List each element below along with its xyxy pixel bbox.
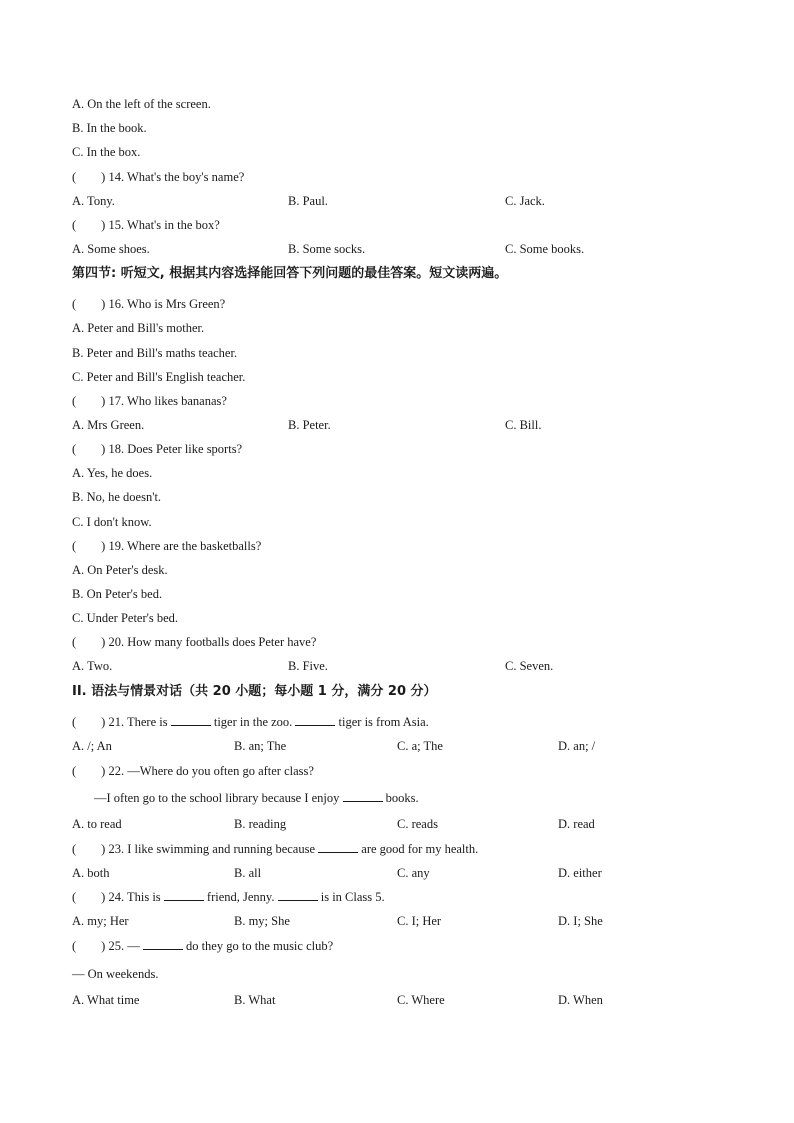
q23-stem bbox=[72, 841, 478, 857]
q24-stem-pre: ( ) 24. This is bbox=[72, 890, 161, 904]
q16-option-c: C. Peter and Bill's English teacher. bbox=[72, 370, 246, 384]
q14-stem: ( ) 14. What's the boy's name? bbox=[72, 170, 245, 184]
q24-option-c: C. I; Her bbox=[397, 914, 442, 928]
q20-option-b: B. Five. bbox=[288, 659, 328, 673]
q21-stem bbox=[72, 714, 429, 730]
q16-option-a: A. Peter and Bill's mother. bbox=[72, 321, 205, 335]
q15-option-a: A. Some shoes. bbox=[72, 242, 150, 256]
q24-blank-2 bbox=[278, 889, 318, 901]
q25-option-a: A. What time bbox=[72, 993, 140, 1007]
q16-option-b: B. Peter and Bill's maths teacher. bbox=[72, 346, 238, 360]
q22-response-post: books. bbox=[385, 791, 419, 805]
q24-stem-post: is in Class 5. bbox=[320, 890, 385, 904]
q21-stem-mid: tiger in the zoo. bbox=[213, 715, 293, 729]
q22-option-d: D. read bbox=[558, 817, 595, 831]
q24-stem-mid: friend, Jenny. bbox=[206, 890, 275, 904]
q22-response-pre: —I often go to the school library because I enjoy bbox=[94, 791, 340, 805]
q24-stem bbox=[72, 889, 385, 905]
q22-option-c: C. reads bbox=[397, 817, 438, 831]
q25-response: — On weekends. bbox=[72, 967, 159, 981]
q20-option-c: C. Seven. bbox=[505, 659, 554, 673]
q24-option-a: A. my; Her bbox=[72, 914, 129, 928]
q21-stem-post: tiger is from Asia. bbox=[338, 715, 429, 729]
q18-option-c: C. I don't know. bbox=[72, 515, 152, 529]
q17-stem: ( ) 17. Who likes bananas? bbox=[72, 394, 227, 408]
q22-blank bbox=[343, 790, 383, 802]
q25-stem-post: do they go to the music club? bbox=[185, 939, 334, 953]
q17-option-c: C. Bill. bbox=[505, 418, 542, 432]
q22-response bbox=[94, 790, 419, 806]
q25-option-c: C. Where bbox=[397, 993, 445, 1007]
q17-option-a: A. Mrs Green. bbox=[72, 418, 145, 432]
q21-option-c: C. a; The bbox=[397, 739, 443, 753]
q23-option-a: A. both bbox=[72, 866, 110, 880]
q23-option-b: B. all bbox=[234, 866, 262, 880]
q19-option-b: B. On Peter's bed. bbox=[72, 587, 163, 601]
q20-stem: ( ) 20. How many footballs does Peter have? bbox=[72, 635, 317, 649]
q13-option-b: B. In the book. bbox=[72, 121, 147, 135]
q19-option-a: A. On Peter's desk. bbox=[72, 563, 168, 577]
q22-option-a: A. to read bbox=[72, 817, 122, 831]
q22-option-b: B. reading bbox=[234, 817, 287, 831]
section4-heading: 第四节: 听短文, 根据其内容选择能回答下列问题的最佳答案。短文读两遍。 bbox=[72, 266, 508, 281]
q21-option-a: A. /; An bbox=[72, 739, 112, 753]
q23-option-c: C. any bbox=[397, 866, 430, 880]
q15-stem: ( ) 15. What's in the box? bbox=[72, 218, 220, 232]
q13-option-c: C. In the box. bbox=[72, 145, 141, 159]
q18-option-b: B. No, he doesn't. bbox=[72, 490, 162, 504]
q19-option-c: C. Under Peter's bed. bbox=[72, 611, 179, 625]
q25-option-d: D. When bbox=[558, 993, 603, 1007]
q25-option-b: B. What bbox=[234, 993, 276, 1007]
q14-option-c: C. Jack. bbox=[505, 194, 545, 208]
q15-option-c: C. Some books. bbox=[505, 242, 585, 256]
q23-option-d: D. either bbox=[558, 866, 602, 880]
q24-blank-1 bbox=[164, 889, 204, 901]
part2-heading: II. 语法与情景对话（共 20 小题；每小题 1 分，满分 20 分） bbox=[72, 684, 437, 699]
q14-option-a: A. Tony. bbox=[72, 194, 115, 208]
q19-stem: ( ) 19. Where are the basketballs? bbox=[72, 539, 262, 553]
q20-option-a: A. Two. bbox=[72, 659, 113, 673]
q25-stem bbox=[72, 938, 333, 954]
q24-option-b: B. my; She bbox=[234, 914, 290, 928]
q16-stem: ( ) 16. Who is Mrs Green? bbox=[72, 297, 226, 311]
q21-blank-1 bbox=[171, 714, 211, 726]
q22-stem: ( ) 22. —Where do you often go after class? bbox=[72, 764, 314, 778]
q21-option-b: B. an; The bbox=[234, 739, 287, 753]
q23-stem-post: are good for my health. bbox=[361, 842, 479, 856]
q17-option-b: B. Peter. bbox=[288, 418, 331, 432]
q15-option-b: B. Some socks. bbox=[288, 242, 366, 256]
q18-option-a: A. Yes, he does. bbox=[72, 466, 153, 480]
q18-stem: ( ) 18. Does Peter like sports? bbox=[72, 442, 243, 456]
q21-option-d: D. an; / bbox=[558, 739, 596, 753]
q24-option-d: D. I; She bbox=[558, 914, 603, 928]
q25-blank bbox=[143, 938, 183, 950]
q23-stem-pre: ( ) 23. I like swimming and running because bbox=[72, 842, 316, 856]
q13-option-a: A. On the left of the screen. bbox=[72, 97, 211, 111]
q25-stem-pre: ( ) 25. — bbox=[72, 939, 140, 953]
q23-blank bbox=[318, 841, 358, 853]
q21-blank-2 bbox=[295, 714, 335, 726]
q21-stem-pre: ( ) 21. There is bbox=[72, 715, 168, 729]
q14-option-b: B. Paul. bbox=[288, 194, 328, 208]
